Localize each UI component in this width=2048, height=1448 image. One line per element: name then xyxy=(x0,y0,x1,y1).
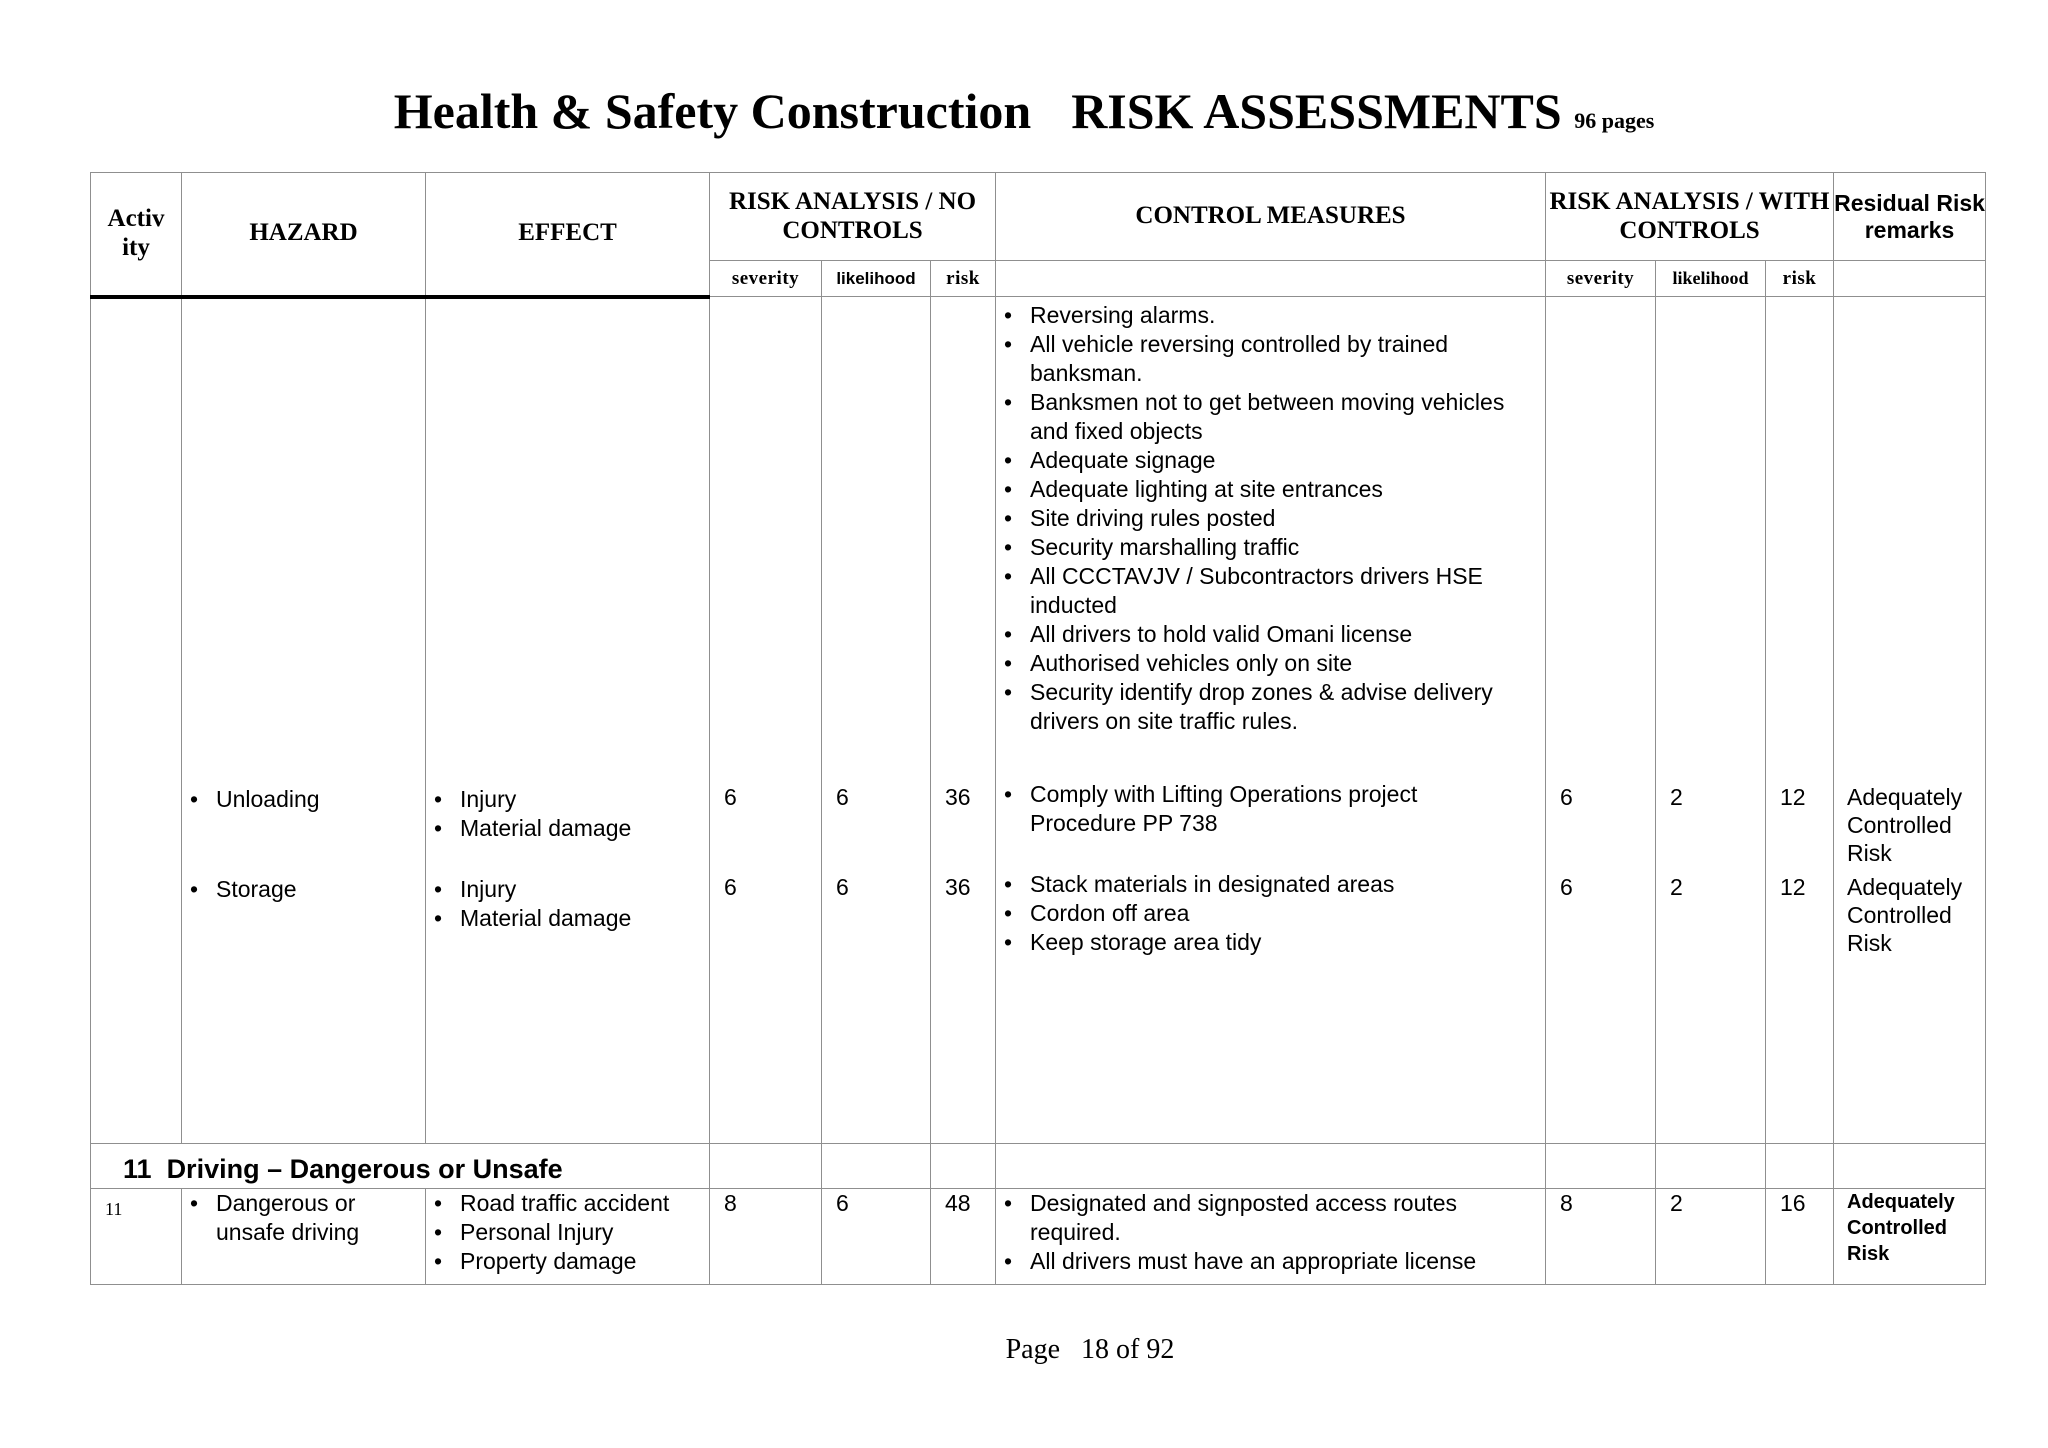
subheader-severity: severity xyxy=(710,261,822,297)
continued-controls-list: • Reversing alarms. • All vehicle reversing controlled by trained banksman. • Banksmen not to get between moving vehicles and fixed objects • Adequate signage • Adequate lighting at site entrances • Site driving rules posted • Security marshalling traffic • All CCCTAVJV / Subcontractors drivers HSE inducted • All drivers to hold valid Omani license • Authorised vehicles only on site • Security identify drop zones & advise delivery drivers on site traffic rules. xyxy=(996,301,1545,736)
list-item: • Comply with Lifting Operations project Procedure PP 738 xyxy=(996,780,1545,870)
risk-controlled-cell: 12 12 xyxy=(1766,297,1834,1144)
subheader-residual-blank xyxy=(1834,261,1986,297)
activity-cell xyxy=(91,297,182,1144)
list-item: • Injury • Material damage xyxy=(426,875,709,965)
severity-cell: 6 6 xyxy=(710,297,822,1144)
effect-cell: • Road traffic accident • Personal Injury • Property damage xyxy=(426,1189,710,1285)
remark-text: Adequately Controlled Risk xyxy=(1847,784,1963,866)
section-title: 11 Driving – Dangerous or Unsafe xyxy=(91,1144,710,1189)
subheader-likelihood-controlled: likelihood xyxy=(1656,261,1766,297)
section-header-row xyxy=(91,1144,1986,1189)
likelihood-controlled-cell: 2 xyxy=(1656,1189,1766,1285)
list-item: • Unloading xyxy=(182,785,425,875)
residual-remarks-cell: Adequately Controlled Risk xyxy=(1834,1189,1986,1285)
header-hazard: HAZARD xyxy=(182,173,426,297)
severity-controlled-cell: 6 6 xyxy=(1546,297,1656,1144)
list-item: • Stack materials in designated areas • Cordon off area • Keep storage area tidy xyxy=(996,870,1545,957)
likelihood-cell: 6 xyxy=(822,1189,931,1285)
risk-cell: 36 36 xyxy=(931,297,996,1144)
header-row xyxy=(91,173,1986,261)
subheader-risk-controlled: risk xyxy=(1766,261,1834,297)
header-activity: Activ ity xyxy=(91,173,182,297)
page-number: 18 of 92 xyxy=(1081,1334,1175,1365)
page-label: Page xyxy=(1005,1334,1061,1365)
likelihood-cell: 6 6 xyxy=(822,297,931,1144)
header-control-measures: CONTROL MEASURES xyxy=(996,173,1546,261)
risk-assessment-table xyxy=(90,172,1986,1285)
subheader-control-blank xyxy=(996,261,1546,297)
hazard-cell xyxy=(182,297,426,1144)
control-measures-cell xyxy=(996,297,1546,1144)
list-item: • Injury • Material damage xyxy=(426,785,709,875)
severity-cell: 8 xyxy=(710,1189,822,1285)
likelihood-controlled-cell: 2 2 xyxy=(1656,297,1766,1144)
header-residual: Residual Risk remarks xyxy=(1834,173,1986,261)
severity-controlled-cell: 8 xyxy=(1546,1189,1656,1285)
title-sub: RISK ASSESSMENTS xyxy=(1071,83,1562,139)
subheader-risk: risk xyxy=(931,261,996,297)
remark-text: Adequately Controlled Risk xyxy=(1847,874,1963,956)
document-title xyxy=(0,82,2048,140)
header-ra-with-controls: RISK ANALYSIS / WITH CONTROLS xyxy=(1546,173,1834,261)
header-ra-no-controls: RISK ANALYSIS / NO CONTROLS xyxy=(710,173,996,261)
control-measures-cell: • Designated and signposted access routes required. • All drivers must have an appropriate license xyxy=(996,1189,1546,1285)
title-pages-note: 96 pages xyxy=(1574,108,1655,133)
title-main: Health & Safety Construction xyxy=(393,83,1032,139)
header-effect: EFFECT xyxy=(426,173,710,297)
effect-cell xyxy=(426,297,710,1144)
list-item: • Storage xyxy=(182,875,425,965)
page-footer xyxy=(0,1334,2048,1366)
activity-cell: 11 xyxy=(91,1189,182,1285)
table-row xyxy=(91,297,1986,1144)
risk-controlled-cell: 16 xyxy=(1766,1189,1834,1285)
risk-cell: 48 xyxy=(931,1189,996,1285)
subheader-severity-controlled: severity xyxy=(1546,261,1656,297)
table-row xyxy=(91,1189,1986,1285)
hazard-cell: • Dangerous or unsafe driving xyxy=(182,1189,426,1285)
residual-remarks-cell xyxy=(1834,297,1986,1144)
subheader-likelihood: likelihood xyxy=(822,261,931,297)
